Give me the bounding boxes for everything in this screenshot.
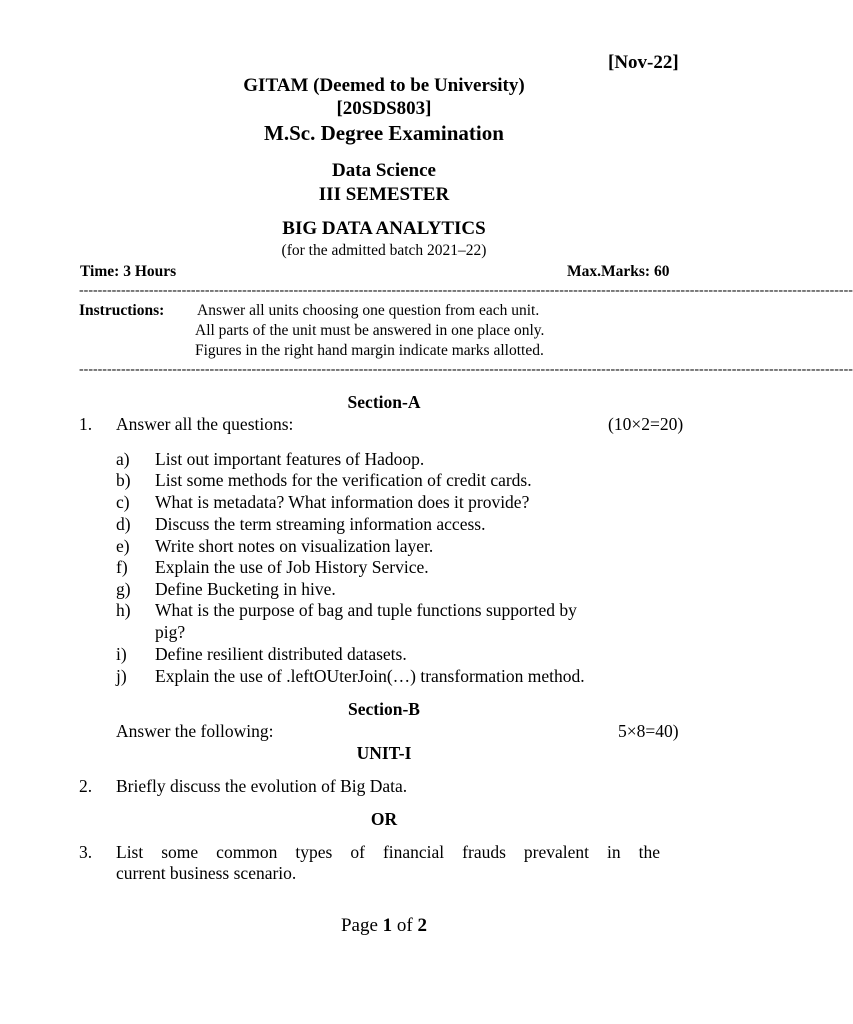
page-of: of [392,915,418,936]
divider-top: ---------------------------------------------------------------------------------------------------------------------------------------------------------------------- [79,283,853,298]
or-separator: OR [370,809,398,829]
item-text: What is the purpose of bag and tuple functions supported by [155,600,577,620]
divider-bottom: ---------------------------------------------------------------------------------------------------------------------------------------------------------------------- [79,362,853,377]
instructions-label: Instructions: [79,302,165,319]
section-a-prompt: Answer all the questions: [116,414,294,434]
item-label: e) [116,536,130,556]
item-label: i) [116,644,127,664]
question-number: 1. [79,414,93,434]
page-prefix: Page [340,915,383,936]
item-text: Define Bucketing in hive. [155,579,336,599]
course-code: [20SDS803] [336,98,432,119]
instruction-line: All parts of the unit must be answered in one place only. [195,322,545,339]
section-b-prompt: Answer the following: [116,721,274,741]
instruction-line: Figures in the right hand margin indicate marks allotted. [195,342,544,359]
item-label: b) [116,470,131,490]
item-text: Discuss the term streaming information access. [155,514,486,534]
page-total: 2 [417,915,427,936]
section-a-title: Section-A [347,392,421,412]
degree-title: M.Sc. Degree Examination [264,121,504,145]
item-text: Explain the use of .leftOUterJoin(…) transformation method. [155,666,585,686]
exam-date-code: [Nov-22] [608,52,679,73]
subject-title: BIG DATA ANALYTICS [282,218,486,239]
batch-note: (for the admitted batch 2021–22) [281,242,487,259]
item-label: j) [116,666,127,686]
item-text: Write short notes on visualization layer. [155,536,434,556]
item-text-continued: pig? [155,622,186,642]
item-text: List some methods for the verification of credit cards. [155,470,532,490]
item-label: h) [116,600,131,620]
question-number: 3. [79,842,93,862]
item-text: Define resilient distributed datasets. [155,644,407,664]
item-label: g) [116,579,131,599]
item-label: c) [116,492,130,512]
item-text: What is metadata? What information does it provide? [155,492,530,512]
max-marks: Max.Marks: 60 [567,263,670,280]
unit-title: UNIT-I [356,743,412,763]
item-text: Explain the use of Job History Service. [155,557,429,577]
exam-duration: Time: 3 Hours [80,263,177,280]
question-text-continued: current business scenario. [116,863,297,883]
page-number [0,915,768,937]
question-number: 2. [79,776,93,796]
section-b-marks: 5×8=40) [618,721,679,741]
item-text: List out important features of Hadoop. [155,449,425,469]
instruction-line: Answer all units choosing one question from each unit. [197,302,540,319]
item-label: a) [116,449,130,469]
item-label: d) [116,514,131,534]
university-name: GITAM (Deemed to be University) [243,75,525,96]
program-name: Data Science [332,160,436,181]
section-b-title: Section-B [348,699,420,719]
page-current: 1 [382,915,393,936]
semester: III SEMESTER [318,184,450,205]
question-text: List some common types of financial frauds prevalent in the [116,842,660,862]
section-a-marks: (10×2=20) [608,414,684,434]
item-label: f) [116,557,128,577]
question-text: Briefly discuss the evolution of Big Data. [116,776,408,796]
